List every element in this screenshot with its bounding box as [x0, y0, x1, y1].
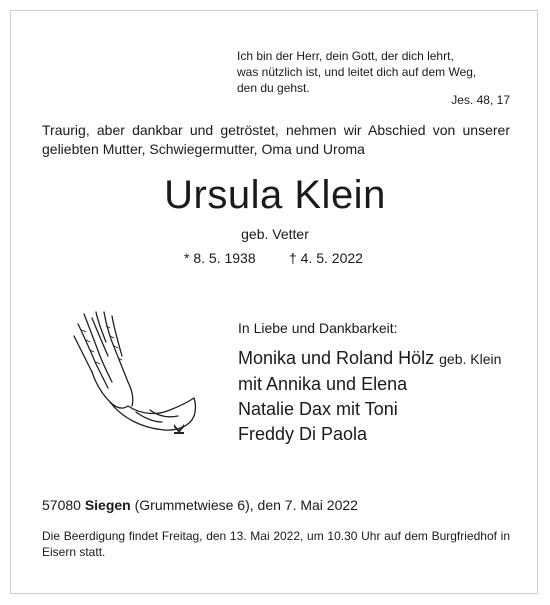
- mourners-list: [238, 346, 538, 447]
- maiden-name: geb. Vetter: [241, 226, 309, 242]
- bible-verse: [237, 48, 517, 96]
- address-date: (Grummetwiese 6), den 7. Mai 2022: [134, 497, 358, 513]
- funeral-details: Die Beerdigung findet Freitag, den 13. Mai 2022, um 10.30 Uhr auf dem Burgfriedhof in Eisern statt.: [42, 529, 510, 559]
- mourner-line: [238, 346, 538, 372]
- mourner-name: Monika und Roland Hölz: [238, 348, 435, 368]
- death-date: † 4. 5. 2022: [289, 250, 363, 266]
- place-date-line: [42, 497, 358, 513]
- verse-reference: Jes. 48, 17: [451, 93, 510, 107]
- mourner-line: mit Annika und Elena: [238, 374, 408, 394]
- intro-text: Traurig, aber dankbar und getröstet, nehmen wir Abschied von unserer geliebten Mutter, Schwiegermutter, Oma und Uroma: [42, 122, 510, 157]
- mourner-line: Freddy Di Paola: [238, 424, 368, 444]
- mourner-line: Natalie Dax mit Toni: [238, 399, 398, 419]
- verse-line: was nützlich ist, und leitet dich auf dem Weg,: [237, 65, 477, 79]
- verse-line: Ich bin der Herr, dein Gott, der dich lehrt,: [237, 49, 454, 63]
- verse-line: den du gehst.: [237, 81, 310, 95]
- farewell-label: In Liebe und Dankbarkeit:: [238, 320, 398, 336]
- birth-date: * 8. 5. 1938: [184, 250, 256, 266]
- city: Siegen: [84, 497, 131, 513]
- deceased-name: Ursula Klein: [164, 173, 386, 217]
- praying-hands-icon: [66, 306, 202, 442]
- postal-code: 57080: [42, 497, 81, 513]
- mourner-suffix: geb. Klein: [439, 351, 502, 367]
